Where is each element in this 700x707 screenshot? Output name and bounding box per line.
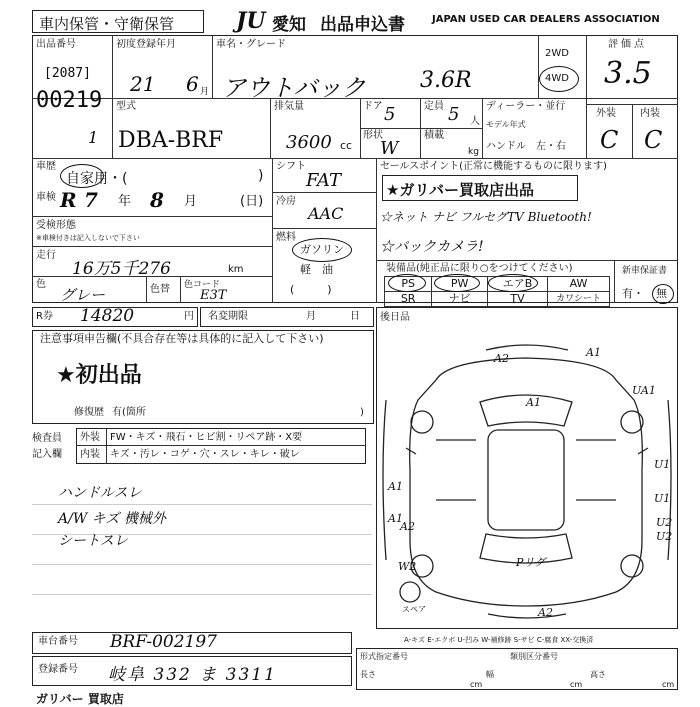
repair-value: 有(箇所: [112, 407, 146, 418]
damage-mark: A1: [388, 480, 403, 493]
damage-mark: W2: [398, 560, 417, 573]
damage-mark: A1: [526, 396, 541, 409]
inspection-day-unit: (日): [240, 194, 264, 209]
recycle-unit: 円: [184, 311, 194, 322]
score: 3.5: [604, 56, 652, 91]
car-name-label: 車名・グレード: [216, 39, 286, 50]
damage-mark: A1: [388, 512, 403, 525]
name-change-month: 月: [306, 311, 316, 322]
history-label: 車歴: [36, 161, 56, 172]
spare-label: スペア: [402, 605, 426, 614]
warranty-yes: 有・: [622, 287, 644, 300]
model-year-label: モデル年式: [486, 120, 526, 129]
color-label: 色: [36, 279, 46, 290]
shape-number-label: 形式指定番号: [360, 652, 408, 661]
capacity: 5: [448, 104, 460, 125]
history-close: ): [258, 168, 264, 184]
equip-item: SR: [385, 292, 432, 307]
color-change-label: 色替: [150, 284, 170, 295]
receipt-label: 受検形態: [36, 220, 76, 231]
shape: W: [380, 138, 399, 159]
inspector-ext-label: 外装: [80, 432, 100, 443]
new-warranty-label: 新車保証書: [622, 266, 668, 276]
car-damage-diagram: [376, 330, 678, 630]
inspector-label-1: 検査員: [32, 433, 62, 444]
equip-item: カワシート: [547, 292, 609, 307]
inspector-note-1: ハンドルスレ: [58, 485, 142, 501]
shift: FAT: [306, 170, 341, 191]
load-unit: kg: [468, 147, 479, 157]
drive-4wd: 4WD: [545, 73, 569, 84]
model-label: 型式: [116, 101, 136, 112]
fuel-paren: ( ): [290, 283, 332, 296]
inspector-int-items: キズ・汚レ・コゲ・穴・スレ・キレ・破レ: [110, 449, 300, 460]
capacity-label: 定員: [424, 101, 444, 112]
repair-close: ): [360, 407, 364, 418]
rear-label: 後日品: [380, 312, 410, 323]
form-title: 出品申込書: [320, 15, 405, 35]
equip-item: エアB: [488, 277, 548, 292]
selling-points-label: セールスポイント(正常に機能するものに限ります): [380, 161, 607, 172]
repair-label: 修復歴: [74, 407, 104, 418]
inspector-int-label: 内装: [80, 449, 100, 460]
chassis-number: BRF-002197: [110, 632, 217, 652]
length-unit: cm: [470, 680, 483, 689]
first-registration-month: 6: [186, 72, 199, 96]
fuel-label: 燃料: [276, 232, 296, 243]
first-registration-year: 21: [130, 72, 156, 96]
inspection-era: R: [60, 188, 77, 212]
damage-mark: A1: [586, 346, 601, 359]
lot-bracket: [2087]: [44, 66, 91, 81]
score-label: 評価点: [608, 39, 647, 50]
association-name: JAPAN USED CAR DEALERS ASSOCIATION: [432, 14, 660, 25]
class-number-label: 類別区分番号: [510, 652, 558, 661]
height-label: 高さ: [590, 670, 606, 679]
storage-label-box: [32, 10, 204, 33]
mileage: 16万5千276: [72, 259, 171, 279]
damage-mark: A2: [538, 606, 553, 619]
recycle-value: 14820: [80, 306, 135, 326]
inspection-month-unit: 月: [184, 194, 198, 209]
color: グレー: [60, 286, 106, 304]
inspection-label: 車検: [36, 192, 56, 203]
shape-label: 形状: [363, 130, 383, 141]
doors-label: ドア: [363, 101, 383, 112]
registration-number: 岐阜 332 ま 3311: [108, 665, 277, 685]
notes-label: 注意事項申告欄(不具合存在等は具体的に記入して下さい): [40, 332, 324, 345]
damage-mark: Pリグ: [516, 556, 546, 569]
selling-points-line2: ☆バックカメラ!: [380, 239, 484, 255]
grade: 3.6R: [420, 68, 472, 93]
fuel-diesel: 軽 油: [300, 263, 333, 276]
fuel-gasoline: ガソリン: [300, 243, 344, 256]
inspector-ext-items: FW・キズ・飛石・ヒビ割・リペア跡・X要: [110, 432, 303, 443]
displacement-label: 排気量: [274, 101, 304, 112]
inspection-year: 7: [84, 188, 98, 212]
damage-mark: UA1: [632, 384, 656, 397]
selling-points-line1: ☆ネット ナビ フルセグTV Bluetooth!: [380, 210, 592, 224]
car-name: アウトバック: [222, 74, 366, 102]
color-code-label: 色コード: [184, 280, 221, 290]
inspection-year-unit: 年: [118, 194, 132, 209]
brand-region: 愛知: [272, 15, 306, 35]
history-circle: [60, 164, 104, 188]
shift-label: シフト: [276, 161, 306, 172]
handle-options: 左・右: [536, 141, 566, 152]
cc-unit: cc: [340, 139, 353, 152]
lot-suffix: 1: [88, 128, 99, 147]
dealer-label: ディーラー・並行: [486, 101, 566, 112]
displacement: 3600: [286, 132, 332, 153]
equip-item: AW: [547, 277, 609, 292]
damage-mark: U2: [656, 530, 673, 543]
damage-mark: U1: [654, 458, 671, 471]
height-unit: cm: [662, 680, 675, 689]
mileage-unit: km: [228, 264, 244, 275]
capacity-unit: 人: [470, 116, 480, 127]
selling-points-banner: ★ガリバー買取店出品: [386, 181, 534, 199]
equipment-label: 装備品(純正品に限り○をつけてください): [386, 263, 573, 274]
interior-label: 内装: [640, 108, 660, 119]
length-label: 長さ: [360, 670, 376, 679]
damage-mark: U1: [654, 492, 671, 505]
damage-legend: A-キズ E-エクボ U-凹み W-補修跡 S-サビ C-腐食 XX-交換済: [404, 636, 594, 644]
exterior-grade: C: [600, 126, 619, 154]
equip-item: ナビ: [432, 292, 488, 307]
inspection-month: 8: [150, 188, 164, 212]
receipt-note: ※車検付きは記入しないで下さい: [36, 234, 140, 242]
exterior-label: 外装: [596, 108, 616, 119]
first-listing: ★初出品: [56, 363, 142, 388]
drive-4wd-circle: [539, 66, 579, 92]
chassis-label: 車台番号: [38, 636, 78, 647]
name-change-day: 日: [350, 311, 360, 322]
load-label: 積載: [424, 130, 444, 141]
registration-label: 登録番号: [38, 664, 78, 675]
interior-grade: C: [644, 126, 663, 154]
equip-item: PS: [385, 277, 432, 292]
storage-label: 車内保管・守衛保管: [39, 15, 175, 33]
ac-label: 冷房: [276, 196, 296, 207]
model-code: DBA-BRF: [118, 128, 224, 153]
equip-pw-circle: [434, 274, 480, 292]
equip-item: PW: [432, 277, 488, 292]
recycle-label: R券: [36, 311, 53, 322]
lot-number-label: 出品番号: [36, 39, 76, 50]
footer-partial: ガリバー 買取店: [36, 692, 124, 706]
first-registration-label: 初度登録年月: [116, 39, 176, 50]
warranty-no: 無: [656, 287, 667, 300]
damage-mark: A2: [494, 352, 509, 365]
width-unit: cm: [570, 680, 583, 689]
fuel-circle: [292, 238, 352, 262]
ac: AAC: [308, 204, 344, 223]
equip-item: TV: [488, 292, 548, 307]
warranty-no-circle: [652, 284, 674, 304]
inspector-note-2: A/W キズ 機械外: [58, 511, 166, 527]
equip-airbag-circle: [488, 274, 538, 292]
inspector-label-2: 記入欄: [32, 449, 62, 460]
handle-label: ハンドル: [486, 141, 526, 152]
mileage-label: 走行: [36, 250, 56, 261]
color-code: E3T: [200, 288, 227, 303]
month-unit: 月: [200, 87, 210, 97]
width-label: 幅: [486, 670, 494, 679]
lot-number: 00219: [36, 88, 103, 113]
equip-ps-circle: [388, 274, 426, 292]
brand-logo: JU: [236, 8, 266, 34]
inspector-note-3: シートスレ: [58, 533, 128, 549]
damage-mark: U2: [656, 516, 673, 529]
history-value: 自家用・(: [66, 171, 128, 187]
drive-2wd: 2WD: [545, 48, 569, 59]
name-change-label: 名変期限: [208, 311, 248, 322]
doors: 5: [384, 104, 396, 125]
damage-mark: A2: [400, 520, 415, 533]
